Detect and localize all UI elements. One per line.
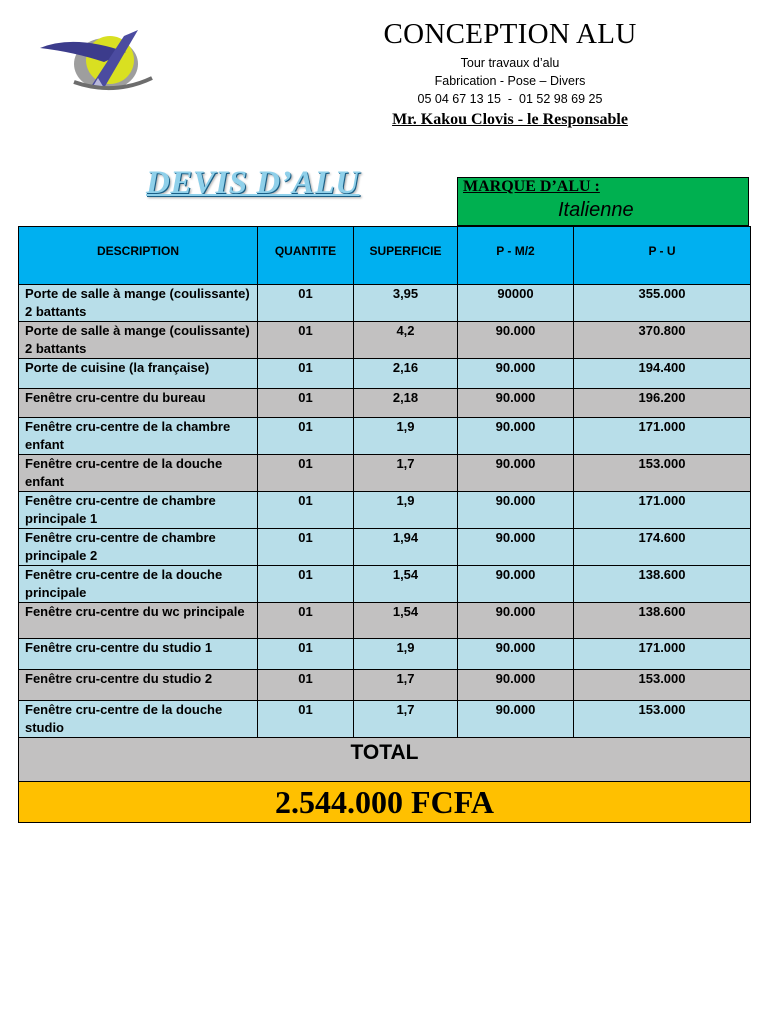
cell-superficie: 4,2 — [354, 322, 458, 359]
table-row — [19, 566, 751, 603]
company-tagline: Tour travaux d’alu — [460, 56, 560, 70]
cell-prix-m2: 90.000 — [458, 418, 574, 455]
cell-description: Porte de cuisine (la française) — [19, 359, 258, 389]
table-row — [19, 603, 751, 639]
cell-prix-u: 370.800 — [574, 322, 751, 359]
cell-prix-u: 153.000 — [574, 701, 751, 738]
cell-description: Porte de salle à mange (coulissante) 2 battants — [19, 285, 258, 322]
cell-prix-m2: 90000 — [458, 285, 574, 322]
table-row — [19, 492, 751, 529]
company-services: Fabrication - Pose – Divers — [434, 74, 586, 88]
cell-superficie: 1,9 — [354, 639, 458, 670]
cell-superficie: 1,9 — [354, 418, 458, 455]
table-row — [19, 418, 751, 455]
cell-quantite: 01 — [258, 322, 354, 359]
column-header-superficie: SUPERFICIE — [354, 227, 458, 285]
company-logo — [34, 22, 164, 96]
cell-quantite: 01 — [258, 566, 354, 603]
cell-description: Fenêtre cru-centre de chambre principale 2 — [19, 529, 258, 566]
column-header-description: DESCRIPTION — [19, 227, 258, 285]
company-name: CONCEPTION ALU — [383, 18, 637, 50]
brand-label: MARQUE D’ALU : — [463, 178, 600, 195]
table-row — [19, 529, 751, 566]
total-label-row — [19, 738, 751, 782]
cell-prix-u: 196.200 — [574, 389, 751, 418]
cell-prix-u: 153.000 — [574, 455, 751, 492]
cell-prix-m2: 90.000 — [458, 639, 574, 670]
cell-prix-m2: 90.000 — [458, 701, 574, 738]
cell-prix-u: 171.000 — [574, 492, 751, 529]
table-row — [19, 701, 751, 738]
cell-quantite: 01 — [258, 455, 354, 492]
cell-quantite: 01 — [258, 603, 354, 639]
cell-prix-u: 174.600 — [574, 529, 751, 566]
cell-prix-m2: 90.000 — [458, 670, 574, 701]
cell-quantite: 01 — [258, 389, 354, 418]
quote-title: DEVIS D’ALU — [146, 165, 360, 201]
table-row — [19, 322, 751, 359]
table-row — [19, 639, 751, 670]
brand-box — [457, 177, 749, 226]
cell-description: Fenêtre cru-centre de la douche studio — [19, 701, 258, 738]
cell-superficie: 1,94 — [354, 529, 458, 566]
cell-prix-u: 138.600 — [574, 603, 751, 639]
company-phones: 05 04 67 13 15 - 01 52 98 69 25 — [417, 92, 603, 106]
cell-prix-u: 171.000 — [574, 418, 751, 455]
total-value: 2.544.000 FCFA — [19, 782, 751, 823]
cell-prix-u: 171.000 — [574, 639, 751, 670]
cell-description: Fenêtre cru-centre de la douche principale — [19, 566, 258, 603]
table-header-row — [19, 227, 751, 285]
cell-prix-m2: 90.000 — [458, 603, 574, 639]
cell-description: Porte de salle à mange (coulissante) 2 battants — [19, 322, 258, 359]
cell-quantite: 01 — [258, 701, 354, 738]
table-row — [19, 285, 751, 322]
cell-prix-u: 138.600 — [574, 566, 751, 603]
cell-description: Fenêtre cru-centre du studio 2 — [19, 670, 258, 701]
cell-description: Fenêtre cru-centre de la douche enfant — [19, 455, 258, 492]
table-row — [19, 359, 751, 389]
cell-prix-m2: 90.000 — [458, 359, 574, 389]
column-header-quantite: QUANTITE — [258, 227, 354, 285]
cell-prix-u: 355.000 — [574, 285, 751, 322]
cell-quantite: 01 — [258, 492, 354, 529]
cell-prix-m2: 90.000 — [458, 529, 574, 566]
cell-superficie: 1,54 — [354, 603, 458, 639]
cell-superficie: 1,7 — [354, 455, 458, 492]
cell-description: Fenêtre cru-centre du studio 1 — [19, 639, 258, 670]
cell-superficie: 2,18 — [354, 389, 458, 418]
cell-prix-u: 153.000 — [574, 670, 751, 701]
cell-prix-m2: 90.000 — [458, 492, 574, 529]
column-header-prix-m2: P - M/2 — [458, 227, 574, 285]
cell-quantite: 01 — [258, 285, 354, 322]
table-row — [19, 389, 751, 418]
cell-superficie: 3,95 — [354, 285, 458, 322]
cell-description: Fenêtre cru-centre de la chambre enfant — [19, 418, 258, 455]
cell-quantite: 01 — [258, 418, 354, 455]
cell-prix-m2: 90.000 — [458, 322, 574, 359]
column-header-prix-u: P - U — [574, 227, 751, 285]
cell-description: Fenêtre cru-centre de chambre principale 1 — [19, 492, 258, 529]
cell-prix-m2: 90.000 — [458, 566, 574, 603]
quote-table — [18, 226, 751, 823]
cell-superficie: 1,9 — [354, 492, 458, 529]
cell-prix-u: 194.400 — [574, 359, 751, 389]
cell-description: Fenêtre cru-centre du wc principale — [19, 603, 258, 639]
brand-value: Italienne — [558, 199, 634, 221]
cell-prix-m2: 90.000 — [458, 455, 574, 492]
cell-quantite: 01 — [258, 670, 354, 701]
cell-superficie: 2,16 — [354, 359, 458, 389]
table-row — [19, 670, 751, 701]
cell-quantite: 01 — [258, 639, 354, 670]
cell-quantite: 01 — [258, 359, 354, 389]
cell-superficie: 1,7 — [354, 701, 458, 738]
table-row — [19, 455, 751, 492]
cell-quantite: 01 — [258, 529, 354, 566]
cell-prix-m2: 90.000 — [458, 389, 574, 418]
total-label: TOTAL — [19, 738, 751, 782]
cell-superficie: 1,54 — [354, 566, 458, 603]
total-value-row — [19, 782, 751, 823]
company-responsible: Mr. Kakou Clovis - le Responsable — [392, 111, 628, 128]
cell-superficie: 1,7 — [354, 670, 458, 701]
company-header — [300, 14, 720, 131]
cell-description: Fenêtre cru-centre du bureau — [19, 389, 258, 418]
